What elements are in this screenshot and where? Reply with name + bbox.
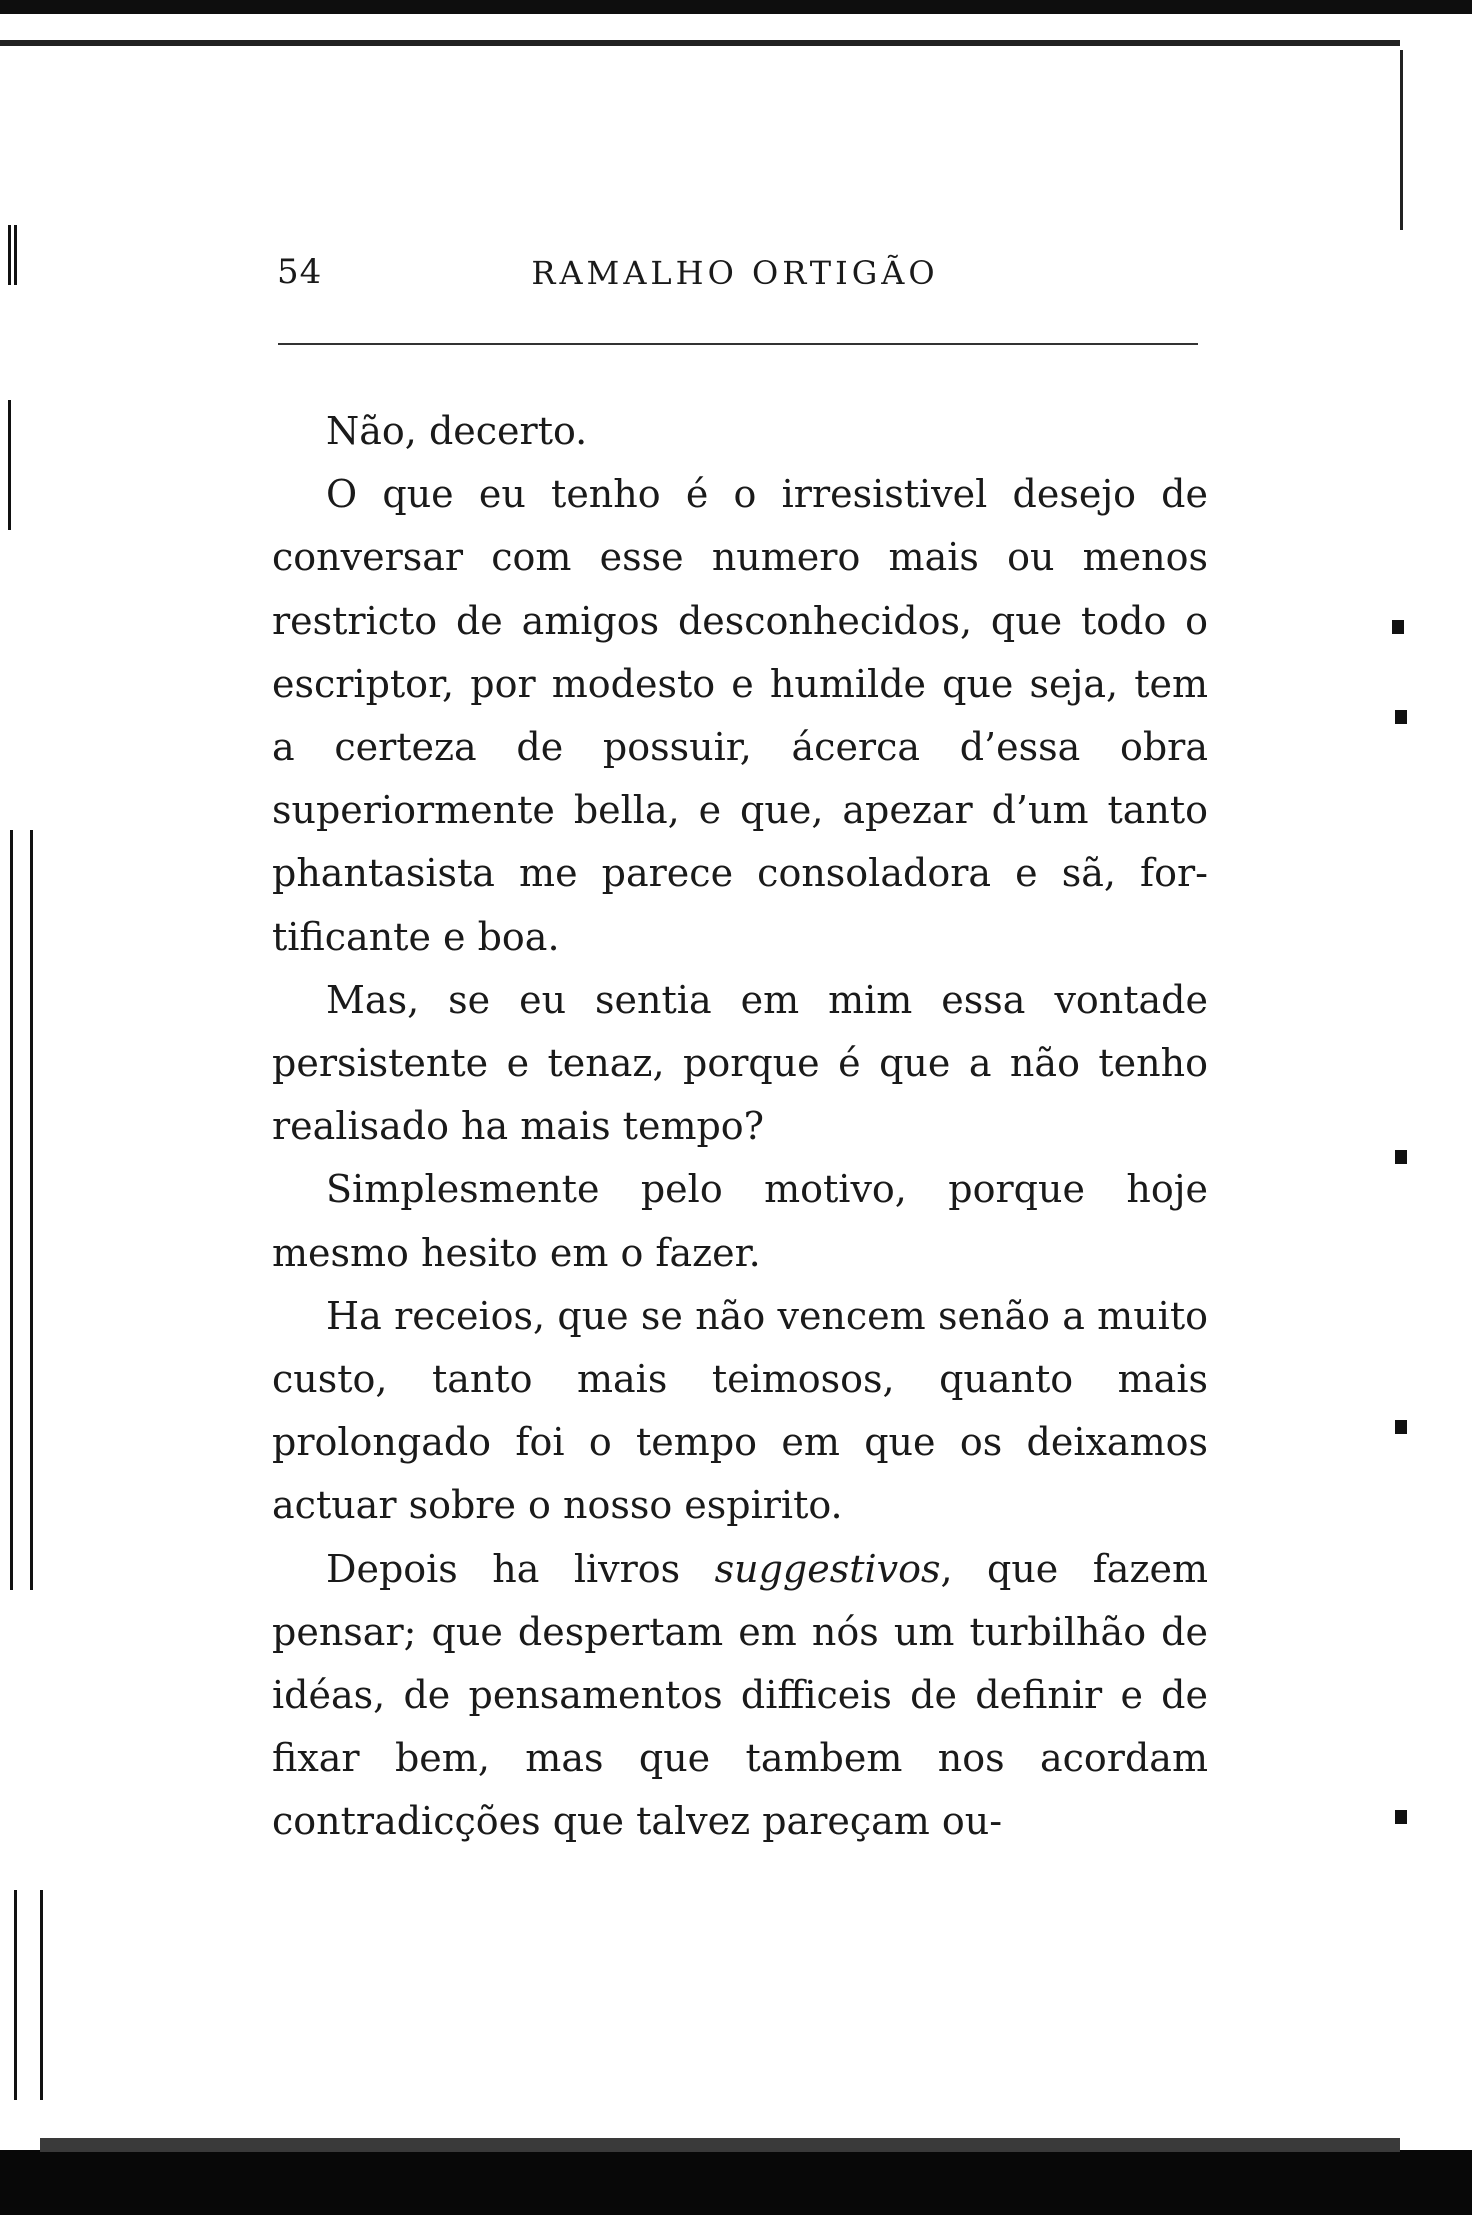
- binding-mark: [14, 1890, 17, 2100]
- scan-edge-bottom: [0, 2150, 1472, 2215]
- paragraph-text: , que fazem pensar; que despertam em nós um turbilhão de idéas, de pensamentos difficeis de definir e de fixar bem, mas que tambem nos acordam contradicções que talvez pareçam ou-: [272, 1546, 1208, 1844]
- paragraph-text: Depois ha livros: [326, 1546, 715, 1591]
- page-edge-mark: [1400, 50, 1403, 230]
- scan-edge-top-line: [0, 40, 1400, 46]
- paragraph: Mas, se eu sentia em mim essa vontade persistente e tenaz, porque é que a não tenho realisado ha mais tempo?: [272, 977, 1208, 1149]
- binding-mark: [8, 400, 11, 530]
- page-edge-mark: [1395, 1810, 1407, 1824]
- scan-edge-top: [0, 0, 1472, 14]
- scan-edge-bottom-shadow: [40, 2138, 1400, 2152]
- binding-mark: [14, 225, 17, 285]
- paragraph: O que eu tenho é o irresistivel desejo de conversar com esse numero mais ou menos restricto de amigos desconhecidos, que todo o escriptor, por modesto e humilde que seja, tem a certeza de possuir, ácerca d’essa obra superiormente bella, e que, apezar d’um tanto phantasista me parece consoladora e sã, fortificante e boa.: [272, 472, 1208, 959]
- binding-mark: [10, 830, 13, 1590]
- binding-mark: [40, 1890, 43, 2100]
- header-rule: [278, 343, 1198, 345]
- page-edge-mark: [1395, 1150, 1407, 1164]
- binding-mark: [8, 225, 11, 285]
- page-number: 54: [277, 252, 323, 292]
- paragraph: Ha receios, que se não vencem senão a muito custo, tanto mais teimosos, quanto mais prolongado foi o tempo em que os deixamos actuar sobre o nosso espirito.: [272, 1293, 1208, 1528]
- paragraph: [272, 1538, 1208, 1854]
- page-header: [270, 250, 1200, 300]
- page-edge-mark: [1395, 710, 1407, 724]
- running-title: RAMALHO ORTIGÃO: [531, 254, 939, 292]
- page-edge-mark: [1395, 1420, 1407, 1434]
- binding-mark: [30, 830, 33, 1590]
- paragraph: Não, decerto.: [326, 409, 588, 453]
- body-text: [272, 400, 1208, 1854]
- page-edge-mark: [1392, 620, 1404, 634]
- paragraph: Simplesmente pelo motivo, porque hoje mesmo hesito em o fazer.: [272, 1167, 1208, 1275]
- italic-term: suggestivos: [714, 1546, 941, 1591]
